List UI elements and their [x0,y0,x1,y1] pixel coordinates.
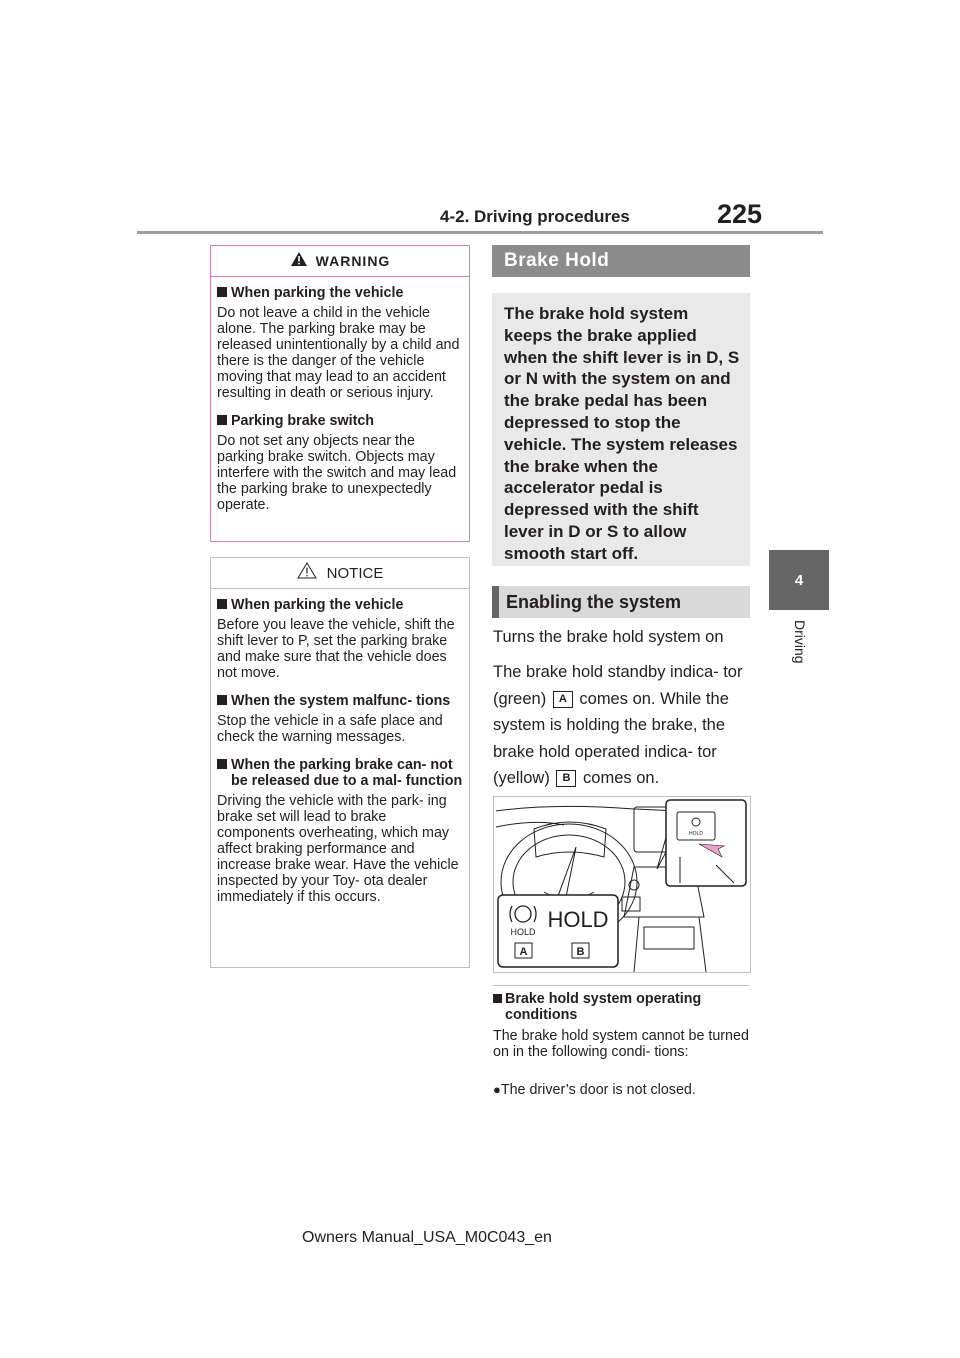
caution-triangle-icon [297,562,317,584]
header-divider [137,231,823,234]
warning-title: WARNING [315,253,391,269]
warning-box [210,245,470,542]
section-divider [493,985,749,986]
warning-heading-1: When parking the vehicle [217,285,464,301]
conditions-text: The brake hold system cannot be turned on in the following condi- tions: [493,1028,749,1060]
brake-hold-illustration [493,796,751,973]
notice-text-3: Driving the vehicle with the park- ing brake set will lead to brake components overheating, which may affect braking performance and increase brake wear. Have the vehicle inspected by your Toy- ota dealer immediately if this occurs. [217,793,459,905]
callout-b: B [576,946,585,958]
notice-title: NOTICE [326,564,384,582]
brake-hold-heading: Brake Hold [492,245,750,277]
notice-header [211,558,469,589]
warning-text-2: Do not set any objects near the parking brake switch. Objects may interfere with the switch and may lead the parking brake to unexpectedly operate. [217,433,457,513]
conditions-heading: Brake hold system operating conditions [493,991,749,1023]
label-b-badge: B [556,770,576,787]
callout-a: A [519,946,528,958]
enabling-heading: Enabling the system [492,586,750,618]
notice-heading-3: When the parking brake can- not be released due to a mal- function [217,757,464,789]
chapter-number: 4 [794,571,804,589]
page-number: 225 [717,199,763,229]
enabling-line-1: Turns the brake hold system on [493,628,724,646]
chapter-label: Driving [792,620,808,664]
notice-box [210,557,470,968]
warning-header [211,246,469,277]
notice-text-1: Before you leave the vehicle, shift the shift lever to P, set the parking brake and make sure that the vehicle does not move. [217,617,455,681]
brake-hold-summary: The brake hold system keeps the brake applied when the shift lever is in D, S or N with the system on and the brake pedal has been depressed to stop the vehicle. The system releases the brake when the accelerator pedal is depressed with the shift lever in D or S to allow smooth start off. [492,293,750,566]
hold-operated-indicator-text: HOLD [547,907,609,932]
chapter-tab [769,550,829,610]
notice-heading-2: When the system malfunc- tions [217,693,464,709]
section-title: 4-2. Driving procedures [440,207,630,226]
label-a-badge: A [553,691,573,708]
dashboard-illustration [494,797,750,972]
hold-icon-text: HOLD [510,927,536,937]
warning-heading-2: Parking brake switch [217,413,464,429]
enabling-paragraph: The brake hold standby indica- tor (green) A comes on. While the system is holding the brake, the brake hold operated indica- tor (yellow) B comes on. [493,663,743,787]
footer-doc-id: Owners Manual_USA_M0C043_en [302,1229,552,1246]
warning-triangle-icon [290,251,308,272]
switch-hold-text: HOLD [689,831,703,837]
warning-text-1: Do not leave a child in the vehicle alone. The parking brake may be released unintentionally by a child and there is the danger of the vehicle moving that may lead to an accident resulting in death or serious injury. [217,305,460,401]
bullet-dot-icon: ● [493,1082,501,1097]
notice-heading-1: When parking the vehicle [217,597,464,613]
notice-text-2: Stop the vehicle in a safe place and check the warning messages. [217,713,443,745]
conditions-bullet-1: ●The driver’s door is not closed. [493,1082,696,1098]
